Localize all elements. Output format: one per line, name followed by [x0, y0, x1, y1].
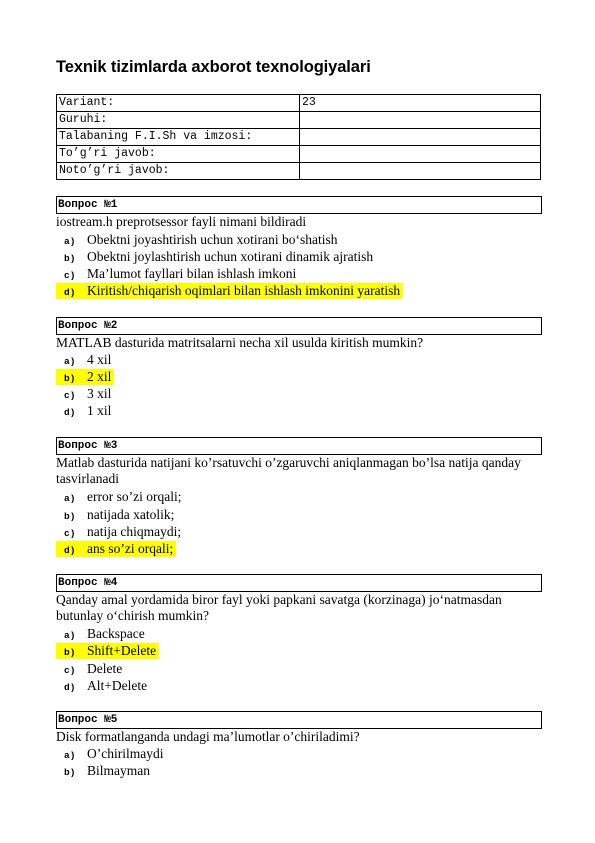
answer-option[interactable] — [56, 746, 163, 762]
answer-option[interactable] — [56, 386, 111, 402]
question-text: Matlab dasturida natijani ko’rsatuvchi o’zgaruvchi aniqlanmagan bo’lsa natija qanday tasvirlanadi — [56, 455, 521, 486]
option-letter: b) — [64, 511, 76, 522]
option-text: 2 xil — [87, 369, 112, 384]
answer-option[interactable] — [56, 678, 147, 694]
info-row-variant — [57, 95, 541, 112]
option-letter: a) — [64, 630, 76, 641]
option-text: 3 xil — [87, 386, 112, 401]
info-label: To’g’ri javob: — [57, 146, 300, 163]
option-letter: c) — [64, 528, 76, 539]
document-title: Texnik tizimlarda axborot texnologiyalari — [56, 58, 371, 76]
info-row-correct-answers — [57, 146, 541, 163]
question-text: iostream.h preprotsessor fayli nimani bildiradi — [56, 214, 307, 229]
question-text: Disk formatlanganda undagi ma’lumotlar o’chiriladimi? — [56, 729, 360, 744]
answer-option[interactable] — [56, 489, 181, 505]
question-header: Вопрос №5 — [56, 711, 542, 729]
option-letter: b) — [64, 373, 76, 384]
info-row-wrong-answers — [57, 163, 541, 180]
answer-option[interactable] — [56, 661, 122, 677]
option-text: error so’zi orqali; — [87, 489, 182, 504]
option-text: Delete — [87, 661, 123, 676]
option-letter: d) — [64, 545, 76, 556]
option-letter: a) — [64, 750, 76, 761]
option-text: O’chirilmaydi — [87, 746, 164, 761]
answer-option-correct[interactable] — [56, 283, 403, 299]
info-label: Noto’g’ri javob: — [57, 163, 300, 180]
info-row-group — [57, 112, 541, 129]
option-letter: d) — [64, 407, 76, 418]
info-label: Guruhi: — [57, 112, 300, 129]
option-letter: c) — [64, 390, 76, 401]
question-text: MATLAB dasturida matritsalarni necha xil usulda kiritish mumkin? — [56, 335, 424, 350]
option-text: natija chiqmaydi; — [87, 524, 182, 539]
option-text: Shift+Delete — [87, 643, 157, 658]
option-text: Alt+Delete — [87, 678, 148, 693]
answer-option[interactable] — [56, 524, 181, 540]
info-value — [300, 112, 541, 129]
option-letter: a) — [64, 493, 76, 504]
answer-option[interactable] — [56, 403, 111, 419]
option-letter: b) — [64, 253, 76, 264]
option-letter: a) — [64, 356, 76, 367]
info-value: 23 — [300, 95, 541, 112]
answer-option[interactable] — [56, 232, 337, 248]
question-text: Qanday amal yordamida biror fayl yoki papkani savatga (korzinaga) jo‘natmasdan butunlay o‘chirish mumkin? — [56, 592, 502, 623]
option-letter: c) — [64, 270, 76, 281]
answer-option[interactable] — [56, 763, 150, 779]
option-text: 4 xil — [87, 352, 112, 367]
option-text: Obektni joyashtirish uchun xotirani bo‘shatish — [87, 232, 338, 247]
answer-option-correct[interactable] — [56, 541, 176, 557]
option-text: Kiritish/chiqarish oqimlari bilan ishlash imkonini yaratish — [87, 283, 401, 298]
option-letter: b) — [64, 767, 76, 778]
info-label: Variant: — [57, 95, 300, 112]
answer-option[interactable] — [56, 249, 373, 265]
answer-option[interactable] — [56, 352, 111, 368]
answer-option[interactable] — [56, 626, 145, 642]
option-letter: a) — [64, 236, 76, 247]
info-value — [300, 129, 541, 146]
answer-option-correct[interactable] — [56, 369, 114, 385]
question-header: Вопрос №1 — [56, 196, 542, 214]
info-value — [300, 163, 541, 180]
option-text: natijada xatolik; — [87, 507, 175, 522]
option-letter: d) — [64, 287, 76, 298]
answer-option[interactable] — [56, 507, 174, 523]
option-letter: b) — [64, 647, 76, 658]
option-text: Bilmayman — [87, 763, 150, 778]
question-header: Вопрос №2 — [56, 317, 542, 335]
info-value — [300, 146, 541, 163]
option-letter: c) — [64, 665, 76, 676]
answer-option[interactable] — [56, 266, 296, 282]
option-text: ans so’zi orqali; — [87, 541, 174, 556]
option-text: Ma’lumot fayllari bilan ishlash imkoni — [87, 266, 297, 281]
answer-option-correct[interactable] — [56, 643, 159, 659]
option-text: 1 xil — [87, 403, 112, 418]
option-text: Backspace — [87, 626, 145, 641]
student-info-table — [56, 94, 541, 180]
question-header: Вопрос №4 — [56, 574, 542, 592]
question-header: Вопрос №3 — [56, 437, 542, 455]
option-text: Obektni joylashtirish uchun xotirani dinamik ajratish — [87, 249, 374, 264]
option-letter: d) — [64, 682, 76, 693]
info-label: Talabaning F.I.Sh va imzosi: — [57, 129, 300, 146]
info-row-student-name — [57, 129, 541, 146]
